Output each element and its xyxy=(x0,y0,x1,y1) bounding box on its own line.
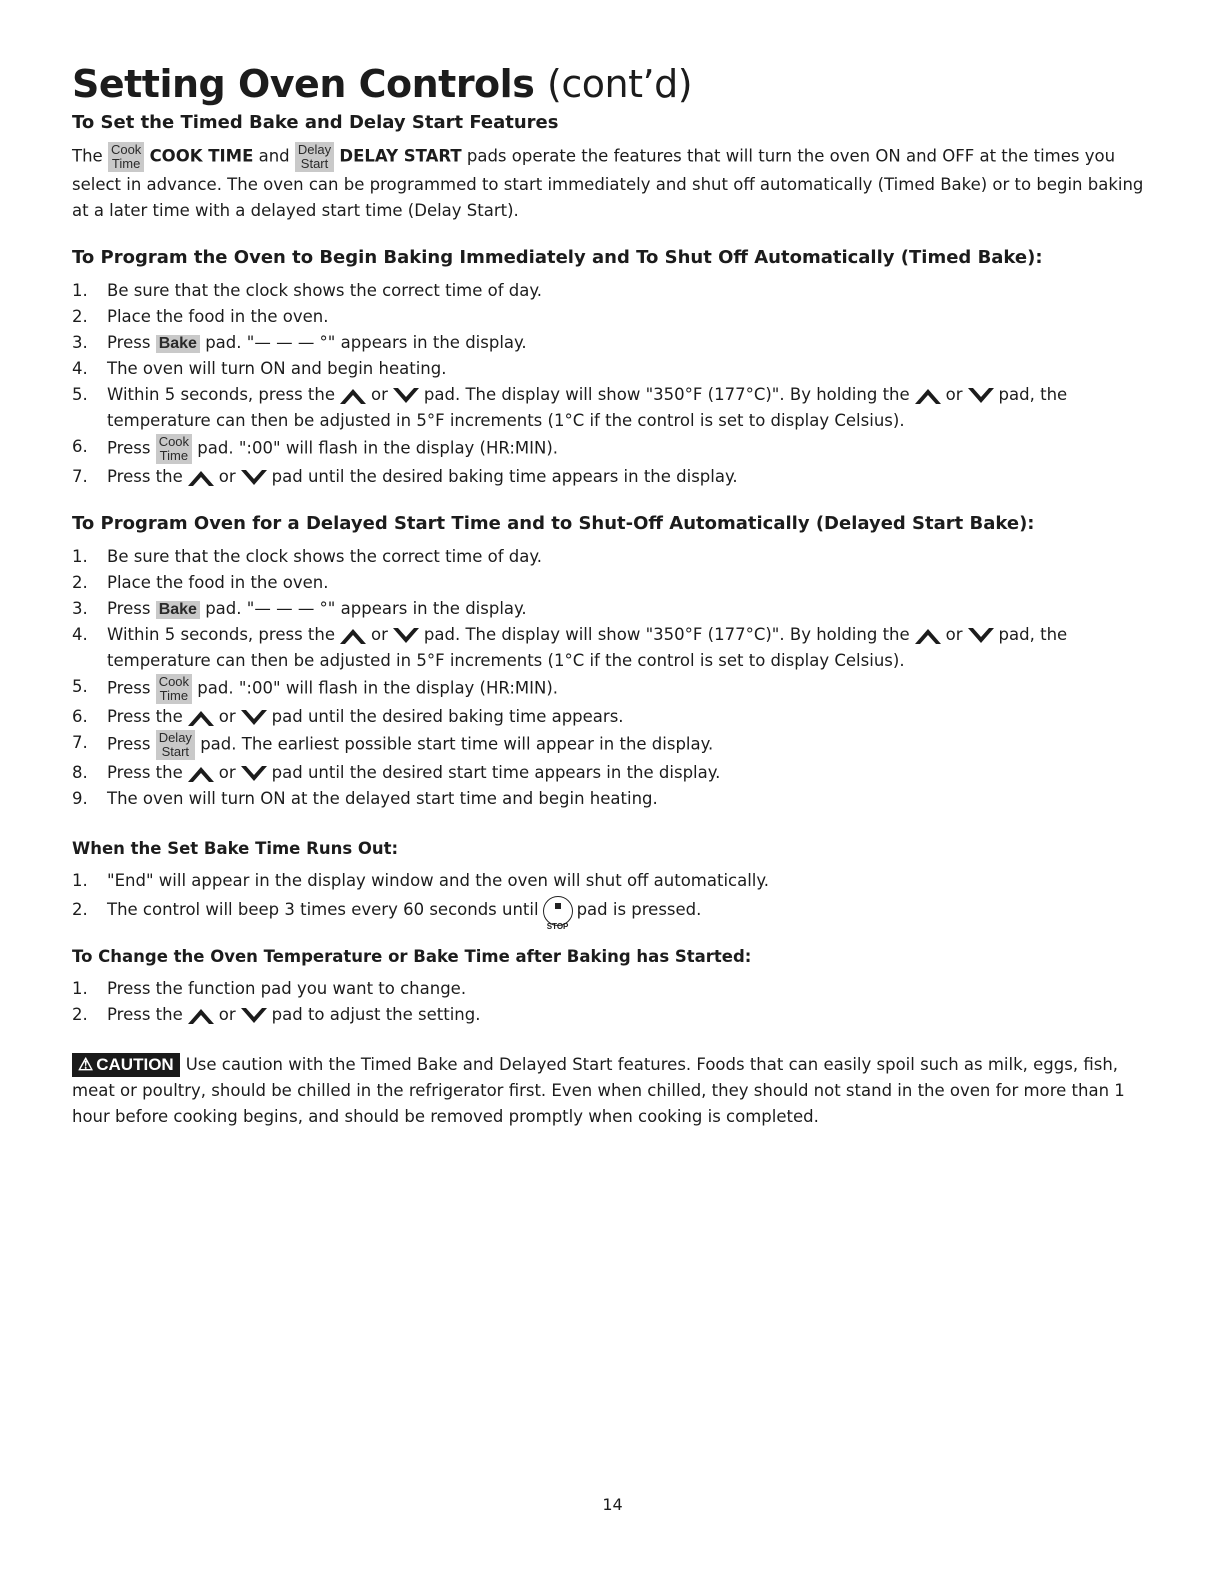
section-heading: To Set the Timed Bake and Delay Start Features xyxy=(72,112,559,133)
up-arrow-icon xyxy=(339,627,367,645)
change-steps xyxy=(72,976,1144,1028)
list-item: 2. Place the food in the oven. xyxy=(72,573,329,592)
delay-start-pad-icon: Delay Start xyxy=(156,730,195,760)
timed-bake-steps xyxy=(72,278,1144,490)
timed-bake-heading: To Program the Oven to Begin Baking Immediately and To Shut Off Automatically (Timed Bake): xyxy=(72,247,1043,268)
list-item: 8. Press the or pad until the desired start time appears in the display. xyxy=(72,763,721,782)
down-arrow-icon xyxy=(240,1007,268,1025)
up-arrow-icon xyxy=(187,1007,215,1025)
runs-out-heading: When the Set Bake Time Runs Out: xyxy=(72,839,399,858)
bake-pad-icon: Bake xyxy=(156,601,200,619)
manual-page xyxy=(72,62,1144,1147)
down-arrow-icon xyxy=(392,387,420,405)
list-item: 2. Place the food in the oven. xyxy=(72,307,329,326)
up-arrow-icon xyxy=(187,709,215,727)
up-arrow-icon xyxy=(187,469,215,487)
list-item: 4. Within 5 seconds, press the or pad. The display will show "350°F (177°C)". By holding the or pad, the temperature can then be adjusted in 5°F increments (1°C if the control is set to display Celsius). xyxy=(72,625,1068,670)
down-arrow-icon xyxy=(240,469,268,487)
list-item: 1. "End" will appear in the display window and the oven will shut off automatically. xyxy=(72,871,770,890)
list-item: 1. Press the function pad you want to change. xyxy=(72,979,467,998)
list-item: 5. Press Cook Time pad. ":00" will flash in the display (HR:MIN). xyxy=(72,674,559,703)
list-item: 6. Press Cook Time pad. ":00" will flash in the display (HR:MIN). xyxy=(72,434,559,463)
up-arrow-icon xyxy=(187,765,215,783)
list-item: 3. Press Bake pad. "— — — °" appears in the display. xyxy=(72,599,527,618)
cook-time-pad-icon: Cook Time xyxy=(156,674,192,704)
up-arrow-icon xyxy=(914,387,942,405)
list-item: 5. Within 5 seconds, press the or pad. The display will show "350°F (177°C)". By holding the or pad, the temperature can then be adjusted in 5°F increments (1°C if the control is set to display Celsius). xyxy=(72,385,1068,430)
stop-pad-icon: STOP xyxy=(543,896,573,926)
page-title: Setting Oven Controls (cont’d) xyxy=(72,62,693,106)
down-arrow-icon xyxy=(967,387,995,405)
up-arrow-icon xyxy=(339,387,367,405)
list-item: 2. Press the or pad to adjust the setting. xyxy=(72,1005,481,1024)
caution-badge: ⚠ CAUTION xyxy=(72,1053,180,1077)
caution-paragraph: ⚠ CAUTION Use caution with the Timed Bake and Delayed Start features. Foods that can easily spoil such as milk, eggs, fish, meat or poultry, should be chilled in the refrigerator first. Even when chilled, they should not stand in the oven for more than 1 hour before cooking begins, and should be removed promptly when cooking is completed. xyxy=(72,1055,1125,1126)
list-item: 7. Press Delay Start pad. The earliest possible start time will appear in the display. xyxy=(72,730,714,759)
list-item: 3. Press Bake pad. "— — — °" appears in the display. xyxy=(72,333,527,352)
cook-time-pad-icon: Cook Time xyxy=(156,434,192,464)
list-item: 9. The oven will turn ON at the delayed start time and begin heating. xyxy=(72,789,658,808)
delay-start-pad-icon: Delay Start xyxy=(295,142,334,172)
list-item: 2. The control will beep 3 times every 60 seconds until STOP pad is pressed. xyxy=(72,894,1144,926)
runs-out-steps xyxy=(72,868,1144,931)
down-arrow-icon xyxy=(967,627,995,645)
bake-pad-icon: Bake xyxy=(156,335,200,353)
down-arrow-icon xyxy=(240,709,268,727)
up-arrow-icon xyxy=(914,627,942,645)
list-item: 6. Press the or pad until the desired baking time appears. xyxy=(72,707,624,726)
delayed-bake-steps xyxy=(72,544,1144,812)
delayed-bake-heading: To Program Oven for a Delayed Start Time and to Shut-Off Automatically (Delayed Start Bake): xyxy=(72,513,1035,534)
list-item: 4. The oven will turn ON and begin heating. xyxy=(72,359,447,378)
list-item: 1. Be sure that the clock shows the correct time of day. xyxy=(72,547,543,566)
down-arrow-icon xyxy=(240,765,268,783)
page-number: 14 xyxy=(602,1495,623,1514)
list-item: 1. Be sure that the clock shows the correct time of day. xyxy=(72,281,543,300)
list-item: 7. Press the or pad until the desired baking time appears in the display. xyxy=(72,467,738,486)
change-heading: To Change the Oven Temperature or Bake Time after Baking has Started: xyxy=(72,947,752,966)
intro-paragraph: The Cook Time COOK TIME and Delay Start DELAY START pads operate the features that will turn the oven ON and OFF at the times you select in advance. The oven can be programmed to start immediately and shut off automatically (Timed Bake) or to begin baking at a later time with a delayed start time (Delay Start). xyxy=(72,142,1144,220)
down-arrow-icon xyxy=(392,627,420,645)
warning-triangle-icon: ⚠ xyxy=(78,1055,94,1074)
cook-time-pad-icon: Cook Time xyxy=(108,142,144,172)
